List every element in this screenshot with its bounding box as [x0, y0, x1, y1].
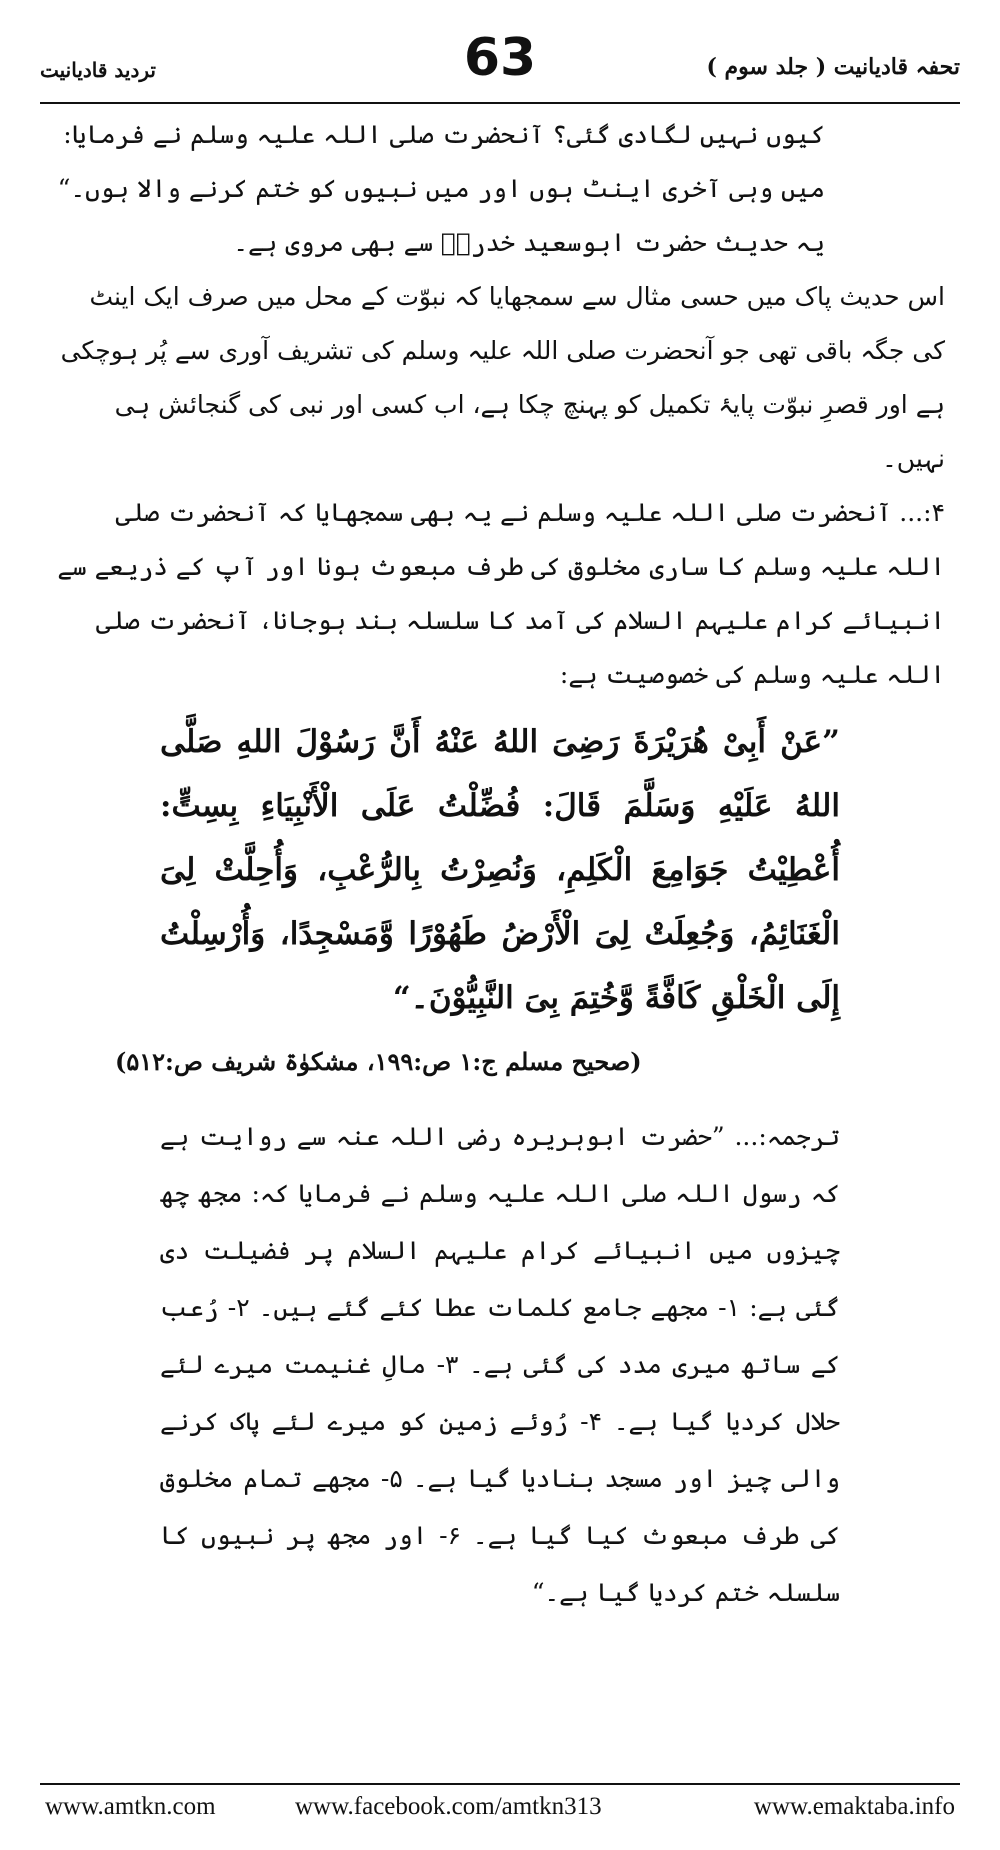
paragraph-narrator-note: یہ حدیث حضرت ابوسعید خدریؓ سے بھی مروی ہے۔ — [233, 228, 825, 257]
book-title: تحفہ قادیانیت ( جلد سوم ) — [706, 54, 960, 80]
paragraph-explanation: اس حدیث پاک میں حسی مثال سے سمجھایا کہ نبوّت کے محل میں صرف ایک اینٹ کی جگہ باقی تھی جو آنحضرت صلی اللہ علیہ وسلم کی تشریف آوری سے پُر ہوچکی ہے اور قصرِ نبوّت پایۂ تکمیل کو پہنچ چکا ہے، اب کسی اور نبی کی گنجائش ہی نہیں۔ — [60, 282, 945, 473]
arabic-hadith: ”عَنْ أَبِیْ هُرَیْرَةَ رَضِیَ اللهُ عَنْهُ أَنَّ رَسُوْلَ اللهِ صَلَّى اللهُ عَلَیْهِ وَسَلَّمَ قَالَ: فُضِّلْتُ عَلَى الْأَنْبِیَاءِ بِسِتٍّ: أُعْطِیْتُ جَوَامِعَ الْكَلِمِ، وَنُصِرْتُ بِالرُّعْبِ، وَأُحِلَّتْ لِیَ الْغَنَائِمُ، وَجُعِلَتْ لِیَ الْأَرْضُ طَهُوْرًا وَّمَسْجِدًا، وَأُرْسِلْتُ إِلَى الْخَلْقِ كَافَّةً وَّخُتِمَ بِیَ النَّبِیُّوْنَ۔“ — [160, 724, 840, 1016]
footer-link-amtkn[interactable]: www.amtkn.com — [45, 1793, 216, 1820]
hadith-translation: ترجمہ:... ”حضرت ابوہریرہ رضی اللہ عنہ سے روایت ہے کہ رسول اللہ صلی اللہ علیہ وسلم نے فرمایا کہ: مجھ چھ چیزوں میں انبیائے کرام علیہم السلام پر فضیلت دی گئی ہے: ۱- مجھے جامع کلمات عطا کئے گئے ہیں۔ ۲- رُعب کے ساتھ میری مدد کی گئی ہے۔ ۳- مالِ غنیمت میرے لئے حلال کردیا گیا ہے۔ ۴- رُوئے زمین کو میرے لئے پاک کرنے والی چیز اور مسجد بنادیا گیا ہے۔ ۵- مجھے تمام مخلوق کی طرف مبعوث کیا گیا ہے۔ ۶- اور مجھ پر نبیوں کا سلسلہ ختم کردیا گیا ہے۔“ — [160, 1122, 841, 1607]
hadith-reference: (صحیح مسلم ج:۱ ص:۱۹۹، مشکوٰۃ شریف ص:۵۱۲) — [115, 1047, 642, 1076]
paragraph-hadith-continuation: کیوں نہیں لگادی گئی؟ آنحضرت صلی اللہ علیہ وسلم نے فرمایا: میں وہی آخری اینٹ ہوں اور میں نبیوں کو ختم کرنے والا ہوں۔“ — [57, 120, 825, 203]
page-body — [55, 108, 945, 1621]
header-divider — [40, 102, 960, 104]
footer-link-emaktaba[interactable]: www.emaktaba.info — [753, 1793, 955, 1820]
footer-link-facebook[interactable]: www.facebook.com/amtkn313 — [295, 1793, 602, 1820]
paragraph-point-4: ۴:... آنحضرت صلی اللہ علیہ وسلم نے یہ بھی سمجھایا کہ آنحضرت صلی اللہ علیہ وسلم کا ساری مخلوق کی طرف مبعوث ہونا اور آپ کے ذریعے سے انبیائے کرام علیہم السلام کی آمد کا سلسلہ بند ہوجانا، آنحضرت صلی اللہ علیہ وسلم کی خصوصیت ہے: — [57, 498, 945, 689]
page-number: 63 — [463, 28, 537, 88]
page-header — [40, 18, 960, 98]
footer-divider — [40, 1783, 960, 1785]
section-title: تردید قادیانیت — [40, 58, 156, 82]
page-footer — [45, 1793, 955, 1833]
